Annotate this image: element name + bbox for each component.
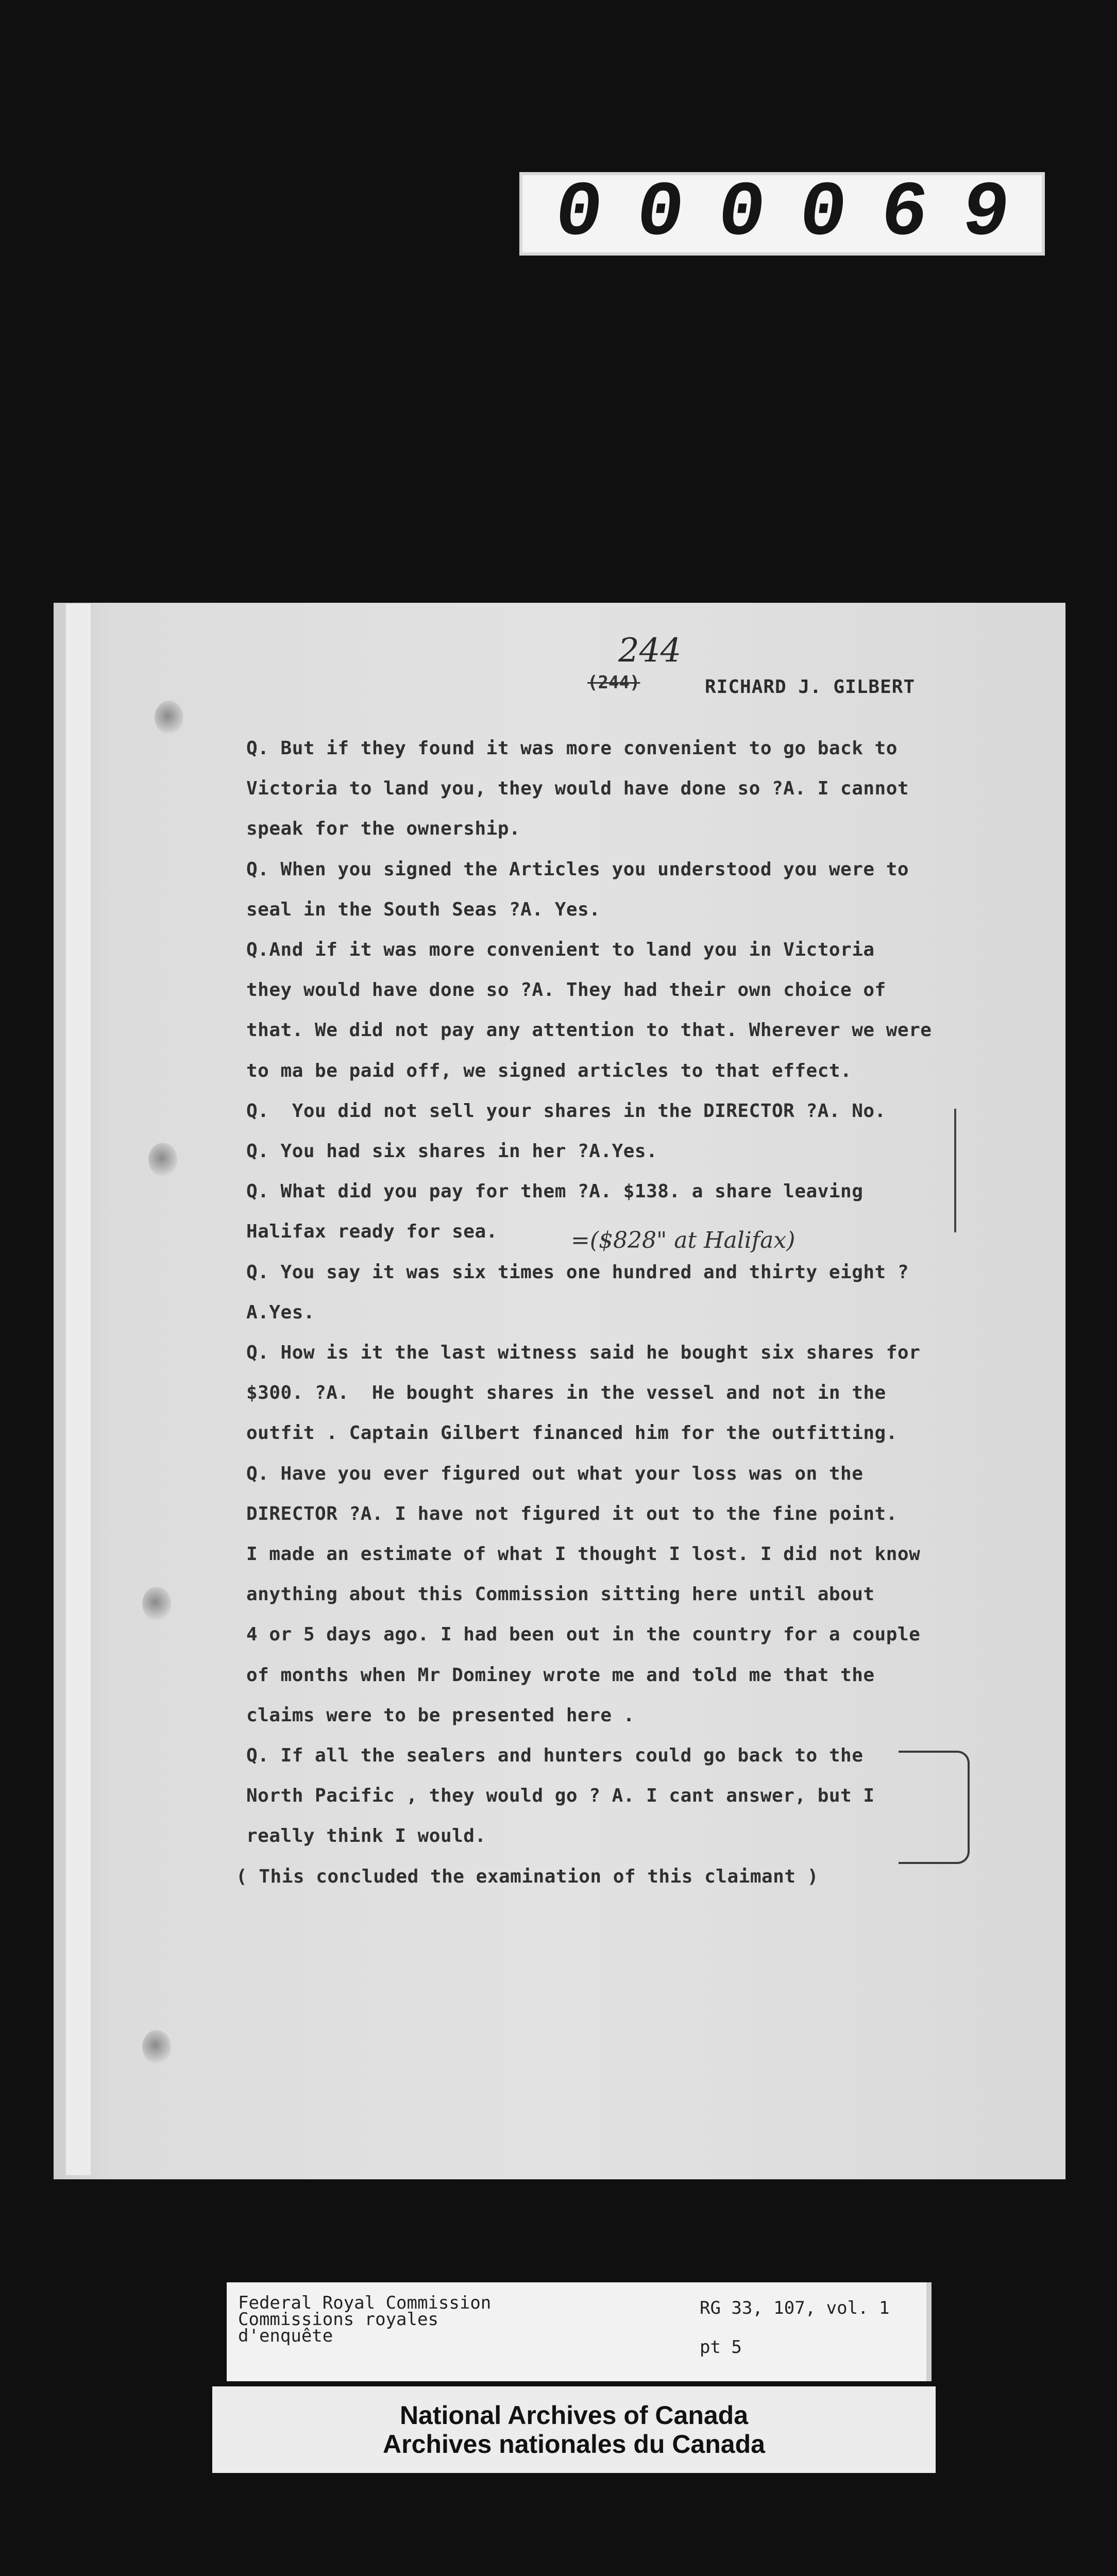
- transcript-line: Q. What did you pay for them ?A. $138. a share leaving: [246, 1181, 864, 1202]
- frame-digit: 0: [712, 170, 771, 258]
- transcript-line: Q. Have you ever figured out what your loss was on the: [246, 1463, 864, 1484]
- transcript-line: speak for the ownership.: [246, 818, 521, 839]
- transcript-line: Q. But if they found it was more convenient to go back to: [246, 738, 898, 759]
- frame-digit: 6: [875, 170, 934, 258]
- transcript-line: North Pacific , they would go ? A. I cant answer, but I: [246, 1785, 875, 1806]
- transcript-line: of months when Mr Dominey wrote me and told me that the: [246, 1665, 875, 1686]
- transcript-line: Q. You had six shares in her ?A.Yes.: [246, 1141, 658, 1162]
- transcript-line: Q. If all the sealers and hunters could go back to the: [246, 1745, 864, 1766]
- frame-counter: [519, 172, 1045, 256]
- punch-hole-icon: [142, 2030, 171, 2064]
- archives-name-en: National Archives of Canada: [399, 2401, 749, 2430]
- transcript-line: that. We did not pay any attention to that. Wherever we were: [246, 1020, 932, 1041]
- frame-digit: 9: [956, 170, 1015, 258]
- label-reference: RG 33, 107, vol. 1: [700, 2298, 890, 2318]
- label-part: pt 5: [700, 2337, 742, 2358]
- transcript-line: Halifax ready for sea.: [246, 1221, 498, 1242]
- transcript-line: 4 or 5 days ago. I had been out in the country for a couple: [246, 1624, 921, 1645]
- transcript-line: ( This concluded the examination of this claimant ): [236, 1866, 819, 1887]
- running-header: RICHARD J. GILBERT: [705, 676, 916, 698]
- margin-bracket: [899, 1751, 970, 1864]
- transcript-line: Q. When you signed the Articles you understood you were to: [246, 859, 909, 880]
- struck-page-number: (244): [587, 672, 640, 693]
- handwritten-page-number: 244: [618, 632, 682, 670]
- transcript-line: Q. How is it the last witness said he bought six shares for: [246, 1342, 921, 1363]
- transcript-line: anything about this Commission sitting here until about: [246, 1584, 875, 1605]
- archives-banner: [212, 2386, 936, 2473]
- transcript-line: DIRECTOR ?A. I have not figured it out to the fine point.: [246, 1503, 898, 1524]
- handwritten-annotation: =($828" at Halifax): [571, 1227, 796, 1253]
- page-edge: [66, 604, 91, 2175]
- frame-digit: 0: [549, 170, 608, 258]
- transcript-line: Q.And if it was more convenient to land you in Victoria: [246, 939, 875, 960]
- transcript-line: they would have done so ?A. They had their own choice of: [246, 979, 886, 1001]
- transcript-line: $300. ?A. He bought shares in the vessel and not in the: [246, 1382, 886, 1403]
- transcript-line: I made an estimate of what I thought I lost. I did not know: [246, 1544, 921, 1565]
- margin-line: [954, 1109, 956, 1232]
- transcript-line: claims were to be presented here .: [246, 1705, 635, 1726]
- transcript-line: Q. You did not sell your shares in the DIRECTOR ?A. No.: [246, 1100, 886, 1122]
- transcript-line: Q. You say it was six times one hundred and thirty eight ?: [246, 1262, 909, 1283]
- transcript-line: Victoria to land you, they would have done so ?A. I cannot: [246, 778, 909, 799]
- archive-label: [227, 2282, 932, 2381]
- label-line-2: Commissions royales: [238, 2309, 438, 2330]
- label-line-1: Federal Royal Commission: [238, 2293, 492, 2313]
- punch-hole-icon: [148, 1143, 177, 1177]
- transcript-line: A.Yes.: [246, 1302, 315, 1323]
- transcript-line: to ma be paid off, we signed articles to that effect.: [246, 1060, 852, 1081]
- transcript-line: outfit . Captain Gilbert financed him for the outfitting.: [246, 1422, 898, 1444]
- transcript-line: really think I would.: [246, 1825, 486, 1846]
- frame-digit: 0: [793, 170, 852, 258]
- frame-digit: 0: [631, 170, 689, 258]
- transcript-line: seal in the South Seas ?A. Yes.: [246, 899, 601, 920]
- punch-hole-icon: [142, 1587, 171, 1621]
- label-line-3: d'enquête: [238, 2326, 333, 2346]
- punch-hole-icon: [155, 701, 183, 735]
- archives-name-fr: Archives nationales du Canada: [383, 2430, 765, 2459]
